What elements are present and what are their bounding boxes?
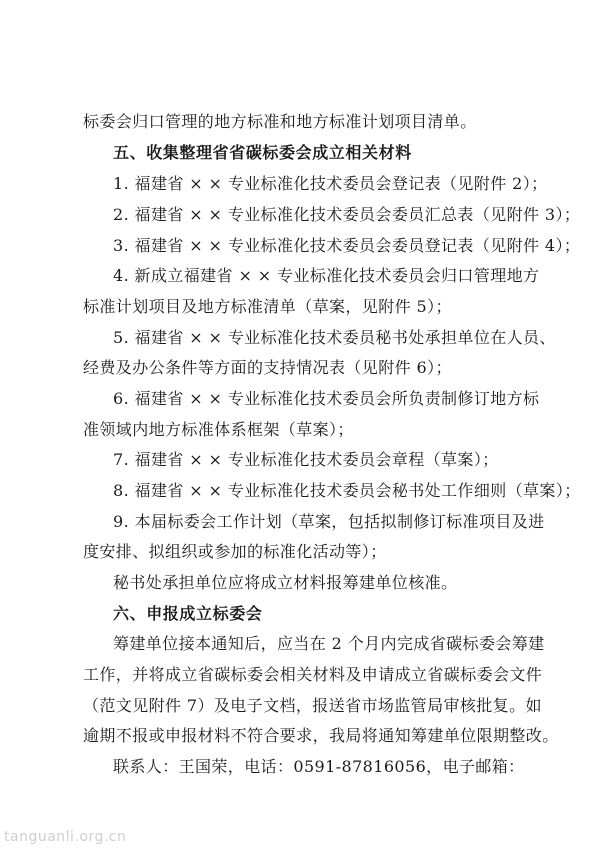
contact-line: 联系人：王国荣，电话：0591-87816056，电子邮箱： bbox=[113, 757, 525, 776]
list-item-4-cont: 标准计划项目及地方标准清单（草案，见附件 5）； bbox=[83, 297, 452, 316]
paragraph-line: 工作，并将成立省碳标委会相关材料及申请成立省碳标委会文件 bbox=[83, 665, 543, 684]
paragraph-line: 标委会归口管理的地方标准和地方标准计划项目清单。 bbox=[83, 112, 477, 131]
section-heading-six: 六、申报成立标委会 bbox=[113, 604, 263, 623]
list-item-2: 2. 福建省 × × 专业标准化技术委员会委员汇总表（见附件 3）； bbox=[113, 205, 581, 224]
list-item-6: 6. 福建省 × × 专业标准化技术委员会所负责制修订地方标 bbox=[113, 389, 540, 408]
list-item-5: 5. 福建省 × × 专业标准化技术委员秘书处承担单位在人员、 bbox=[113, 328, 556, 347]
list-item-9-cont: 度安排、拟组织或参加的标准化活动等）； bbox=[83, 542, 387, 561]
list-item-4: 4. 新成立福建省 × × 专业标准化技术委员会归口管理地方 bbox=[113, 266, 540, 285]
list-item-7: 7. 福建省 × × 专业标准化技术委员会章程（草案）； bbox=[113, 450, 499, 469]
paragraph-line: （范文见附件 7）及电子文档，报送省市场监管局审核批复。如 bbox=[83, 696, 542, 715]
watermark-text: tanguanli.org.cn bbox=[4, 829, 127, 845]
list-item-5-cont: 经费及办公条件等方面的支持情况表（见附件 6）； bbox=[83, 358, 452, 377]
list-item-8: 8. 福建省 × × 专业标准化技术委员会秘书处工作细则（草案）； bbox=[113, 481, 581, 500]
paragraph-line: 筹建单位接本通知后，应当在 2 个月内完成省碳标委会筹建 bbox=[113, 634, 545, 653]
list-item-6-cont: 准领域内地方标准体系框架（草案）； bbox=[83, 420, 354, 439]
section-heading-five: 五、收集整理省省碳标委会成立相关材料 bbox=[113, 143, 412, 162]
list-item-9: 9. 本届标委会工作计划（草案，包括拟制修订标准项目及进 bbox=[113, 512, 545, 531]
list-item-3: 3. 福建省 × × 专业标准化技术委员会委员登记表（见附件 4）； bbox=[113, 236, 581, 255]
paragraph-line: 秘书处承担单位应将成立材料报筹建单位核准。 bbox=[113, 573, 458, 592]
list-item-1: 1. 福建省 × × 专业标准化技术委员会登记表（见附件 2）； bbox=[113, 174, 548, 193]
paragraph-line: 逾期不报或申报材料不符合要求，我局将通知筹建单位限期整改。 bbox=[83, 726, 559, 745]
